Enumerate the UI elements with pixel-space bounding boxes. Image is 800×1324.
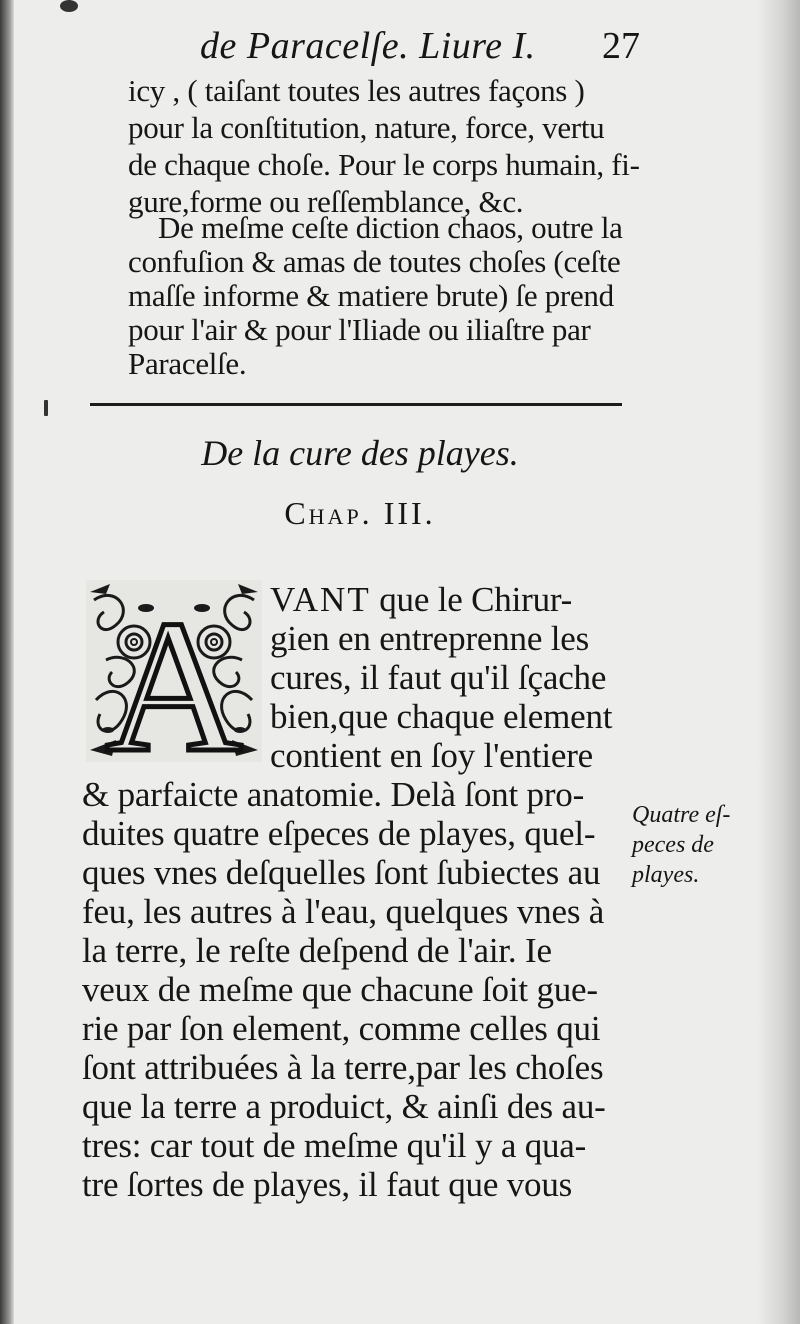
- text-line: ques vnes deſquelles ſont ſubiectes au: [82, 853, 601, 892]
- text-line: De meſme ceſte diction chaos, outre la: [158, 210, 623, 245]
- text-line-rest: que le Chirur-: [370, 580, 573, 619]
- text-line: maſſe informe & matiere brute) ſe prend: [128, 278, 614, 313]
- text-line: de chaque choſe. Pour le corps humain, fi-: [128, 147, 640, 182]
- text-line: rie par ſon element, comme celles qui: [82, 1009, 601, 1048]
- running-title: de Paracelſe. Liure I.: [200, 25, 536, 67]
- ink-speck: [44, 400, 48, 416]
- text-line: contient en ſoy l'entiere: [270, 736, 593, 775]
- chapter-heading: [0, 495, 720, 532]
- text-line: pour l'air & pour l'Iliade ou iliaſtre par: [128, 312, 591, 347]
- text-line: la terre, le reſte deſpend de l'air. Ie: [82, 931, 552, 970]
- text-line: Paracelſe.: [128, 346, 247, 381]
- page-gutter-shadow: [0, 0, 14, 1324]
- section-title: De la cure des playes.: [201, 433, 519, 473]
- text-line: duites quatre eſpeces de playes, quel-: [82, 814, 596, 853]
- decorated-initial: [86, 580, 262, 762]
- section-divider-rule: [90, 403, 622, 406]
- text-line: cures, il faut qu'il ſçache: [270, 658, 607, 697]
- running-header: [200, 24, 640, 68]
- marginal-note: [632, 800, 757, 890]
- floral-ornament-icon: [86, 580, 262, 762]
- text-line: ſont attribuées à la terre,par les choſes: [82, 1048, 604, 1087]
- chapter-label: Chap.: [284, 495, 373, 531]
- marginal-note-line: Quatre eſ-: [632, 802, 731, 828]
- text-line: & parfaicte anatomie. Delà ſont pro-: [82, 775, 585, 814]
- marginal-note-line: peces de: [632, 832, 714, 858]
- text-line: feu, les autres à l'eau, quelques vnes à: [82, 892, 605, 931]
- text-line: tres: car tout de meſme qu'il y a qua-: [82, 1126, 587, 1165]
- text-line: icy , ( taiſant toutes les autres façons ): [128, 73, 585, 108]
- page-edge-shadow: [758, 0, 800, 1324]
- text-line: tre ſortes de playes, il faut que vous: [82, 1165, 573, 1204]
- text-line: [270, 580, 572, 620]
- text-line: bien,que chaque element: [270, 697, 613, 736]
- lead-word: VANT: [270, 580, 371, 619]
- text-line: veux de meſme que chacune ſoit gue-: [82, 970, 598, 1009]
- text-line: pour la conſtitution, nature, force, vertu: [128, 110, 605, 145]
- marginal-note-line: playes.: [632, 862, 700, 888]
- text-line: que la terre a produict, & ainſi des au-: [82, 1087, 606, 1126]
- text-line: confuſion & amas de toutes choſes (ceſte: [128, 244, 621, 279]
- ink-speck: [60, 0, 78, 12]
- text-line: gure,forme ou reſſemblance, &c.: [128, 184, 524, 219]
- page-number: 27: [602, 25, 640, 67]
- chapter-number: III.: [383, 495, 436, 531]
- text-line: gien en entreprenne les: [270, 619, 589, 658]
- dropcap-letter: A: [105, 582, 243, 762]
